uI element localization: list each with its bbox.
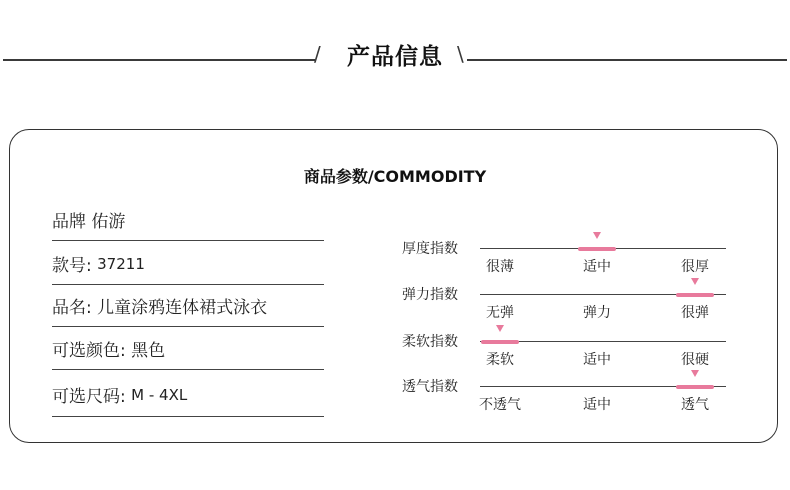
scale-option: 很薄 [486,259,514,275]
info-label: 品牌 [52,212,92,232]
info-row-size [52,373,324,417]
info-value: 儿童涂鸦连体裙式泳衣 [97,298,268,318]
info-row-brand [52,199,324,241]
scale-selected-marker [481,340,519,344]
info-label: 可选颜色: [52,341,132,361]
scale-option: 柔软 [486,352,514,368]
info-value: M - 4XL [131,385,188,404]
scale-option: 适中 [583,259,611,275]
scale-label: 厚度指数 [402,241,458,257]
info-row-name [52,285,324,327]
header-right-line [467,59,787,61]
info-value: 37211 [97,254,145,273]
scale-pointer-icon [691,278,699,285]
header-left-slash: / [314,42,321,66]
commodity-title: 商品参数/COMMODITY [303,167,487,186]
info-label: 品名: [52,298,98,318]
info-value: 佑游 [91,212,126,232]
info-row-color [52,328,324,370]
page-title: 产品信息 [347,44,443,70]
header-right-slash: \ [457,42,464,66]
scale-option: 不透气 [479,397,521,413]
scale-selected-marker [676,385,714,389]
scale-option: 很弹 [681,305,709,321]
scale-selected-marker [676,293,714,297]
scale-option: 很厚 [681,259,709,275]
info-label: 款号: [52,256,98,276]
scale-option: 无弹 [486,305,514,321]
scale-option: 透气 [681,397,709,413]
scale-pointer-icon [496,325,504,332]
info-row-model [52,243,324,285]
scale-pointer-icon [593,232,601,239]
scale-pointer-icon [691,370,699,377]
scale-option: 很硬 [681,352,709,368]
scale-label: 柔软指数 [402,334,458,350]
scale-label: 透气指数 [402,379,458,395]
info-label: 可选尺码: [52,387,132,407]
scale-label: 弹力指数 [402,287,458,303]
scale-option: 适中 [583,397,611,413]
scale-selected-marker [578,247,616,251]
info-value: 黑色 [131,341,166,361]
scale-option: 适中 [583,352,611,368]
scale-option: 弹力 [583,305,611,321]
